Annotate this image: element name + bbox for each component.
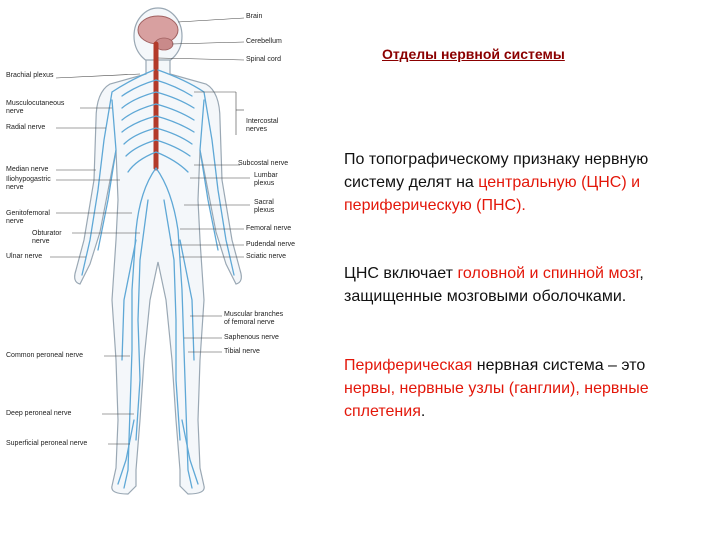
label-obturator-nerve: Obturator nerve [32,230,62,245]
p1-highlight: центральную (ЦНС) и периферическую (ПНС). [344,174,641,214]
p1-text: По топографическому признаку нервную систему делят на [344,151,649,191]
slide-title: Отделы нервной системы [382,46,565,62]
p3-text-d: . [420,403,426,420]
nervous-system-figure [0,0,330,540]
label-sacral-plexus: Sacral plexus [254,199,275,214]
label-common-peroneal-nerve: Common peroneal nerve [6,352,84,359]
label-brain: Brain [246,13,263,20]
p2-text-a: ЦНС включает [344,265,458,282]
label-deep-peroneal-nerve: Deep peroneal nerve [6,410,72,417]
p3-highlight-a: Периферическая [344,357,473,374]
p3-highlight-c: нервы, нервные узлы (ганглии), нервные сплетения [344,380,649,420]
label-subcostal-nerve: Subcostal nerve [238,160,289,167]
label-spinal-cord: Spinal cord [246,56,282,63]
body-illustration [0,0,330,540]
label-pudendal-nerve: Pudendal nerve [246,241,296,248]
label-ulnar-nerve: Ulnar nerve [6,253,43,260]
p3-text-b: нервная система – это [472,357,646,374]
label-tibial-nerve: Tibial nerve [224,348,260,355]
label-saphenous-nerve: Saphenous nerve [224,334,279,341]
label-superficial-peroneal-nerve: Superficial peroneal nerve [6,440,88,447]
label-brachial-plexus: Brachial plexus [6,72,54,79]
p2-text-c: , защищенные мозговыми оболочками. [344,265,644,305]
paragraph-pns [344,354,694,423]
label-radial-nerve: Radial nerve [6,124,46,131]
label-muscular-branches: Muscular branches of femoral nerve [224,311,284,326]
label-lumbar-plexus: Lumbar plexus [254,172,278,187]
label-musculocutaneous-nerve: Musculocutaneous nerve [6,100,65,115]
p2-highlight: головной и спинной мозг [457,265,640,282]
label-median-nerve: Median nerve [6,166,49,173]
label-iliohypogastric-nerve: Iliohypogastric nerve [6,176,51,191]
label-intercostal-nerves: Intercostal nerves [246,118,279,133]
label-cerebellum: Cerebellum [246,38,282,45]
label-genitofemoral-nerve: Genitofemoral nerve [6,210,50,225]
paragraph-topography [344,148,694,217]
label-femoral-nerve: Femoral nerve [246,225,292,232]
label-sciatic-nerve: Sciatic nerve [246,253,287,260]
paragraph-cns [344,262,694,308]
